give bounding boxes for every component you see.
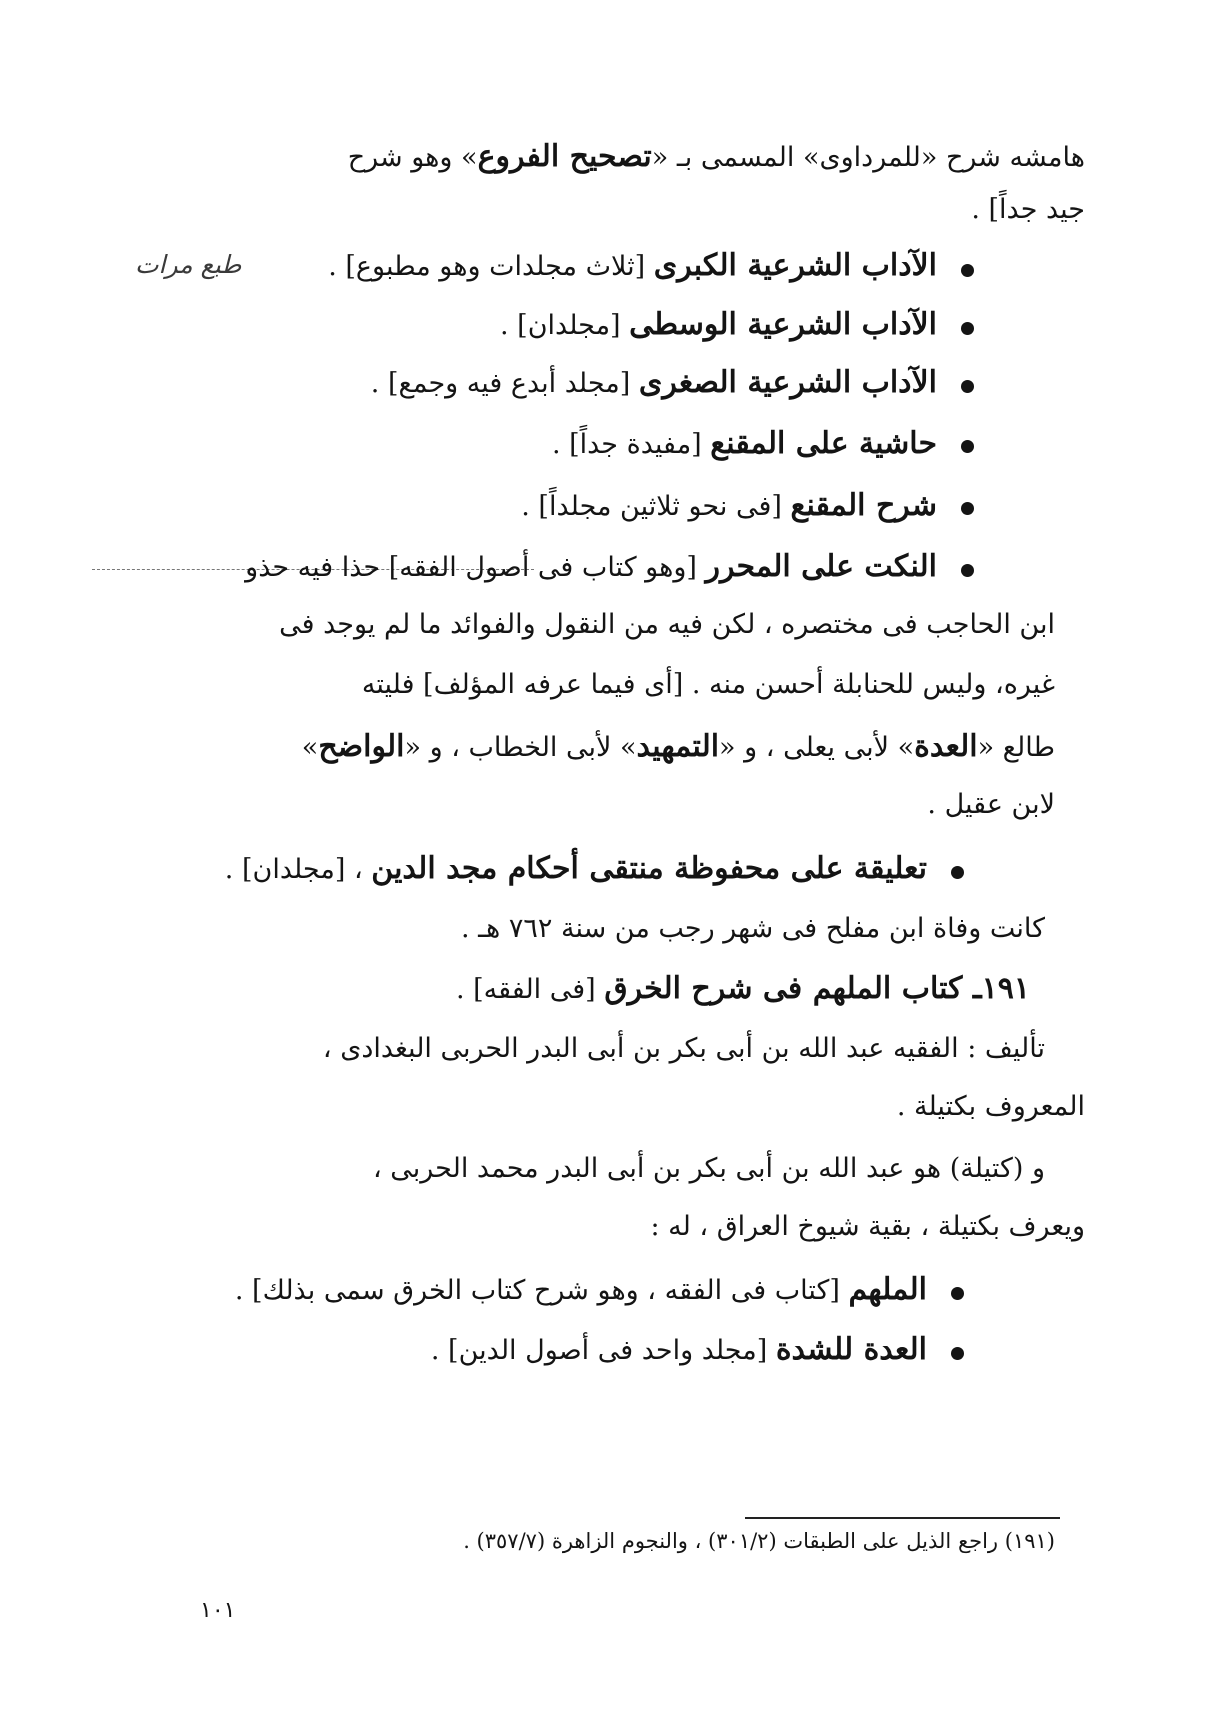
text-line-12: لابن عقيل . [927,789,1055,820]
bullet-marker [951,1347,964,1360]
text-line-20: الملهم [كتاب فى الفقه ، وهو شرح كتاب الخرق سمى بذلك] . [234,1272,927,1307]
footnote: (١٩١) راجع الذيل على الطبقات (٣٠١/٢) ، والنجوم الزاهرة (٣٥٧/٧) . [463,1529,1055,1553]
section-heading: ١٩١ـ كتاب الملهم فى شرح الخرق [فى الفقه] . [455,971,1030,1006]
bullet-marker [951,1287,964,1300]
text-line-6: حاشية على المقنع [مفيدة جداً] . [551,426,937,461]
text-line-7: شرح المقنع [فى نحو ثلاثين مجلداً] . [521,488,937,523]
text-line-16: تأليف : الفقيه عبد الله بن أبى بكر بن أبى البدر الحربى البغدادى ، [322,1033,1045,1064]
footnote-rule [745,1517,1060,1519]
text-line-3: الآداب الشرعية الكبرى [ثلاث مجلدات وهو مطبوع] . [328,248,937,283]
text-line-17: المعروف بكتيلة . [896,1091,1085,1122]
text-line-2: جيد جداً] . [971,194,1085,225]
bullet-marker [961,564,974,577]
page-number: ١٠١ [200,1598,236,1623]
bullet-marker [961,502,974,515]
text-line-13: تعليقة على محفوظة منتقى أحكام مجد الدين ، [مجلدان] . [224,851,927,886]
bullet-marker [961,264,974,277]
bullet-marker [951,866,964,879]
text-line-19: ويعرف بكتيلة ، بقية شيوخ العراق ، له : [650,1211,1085,1242]
text-line-10: غيره، وليس للحنابلة أحسن منه . [أى فيما عرفه المؤلف] فليته [361,669,1055,700]
handwritten-note: طبع مرات [135,250,242,279]
text-line-4: الآداب الشرعية الوسطى [مجلدان] . [500,307,937,342]
text-line-9: ابن الحاجب فى مختصره ، لكن فيه من النقول والفوائد ما لم يوجد فى [279,609,1055,640]
bullet-marker [961,380,974,393]
text-line-14: كانت وفاة ابن مفلح فى شهر رجب من سنة ٧٦٢ هـ . [460,913,1045,944]
text-line-1 [215,138,1085,176]
bullet-marker [961,440,974,453]
text-line-21: العدة للشدة [مجلد واحد فى أصول الدين] . [430,1332,927,1367]
text-line-11: طالع «العدة» لأبى يعلى ، و «التمهيد» لأبى الخطاب ، و «الواضح» [301,729,1055,764]
bullet-marker [961,322,974,335]
text-line-8: النكت على المحرر [وهو كتاب فى أصول الفقه] حذا فيه حذو [245,549,937,584]
text-line-18: و (كتيلة) هو عبد الله بن أبى بكر بن أبى البدر محمد الحربى ، [372,1153,1045,1184]
text-line-5: الآداب الشرعية الصغرى [مجلد أبدع فيه وجمع] . [370,365,937,400]
text-line-1-content: هامشه شرح «للمرداوى» المسمى بـ «تصحيح الفروع» وهو شرح [347,139,1085,174]
